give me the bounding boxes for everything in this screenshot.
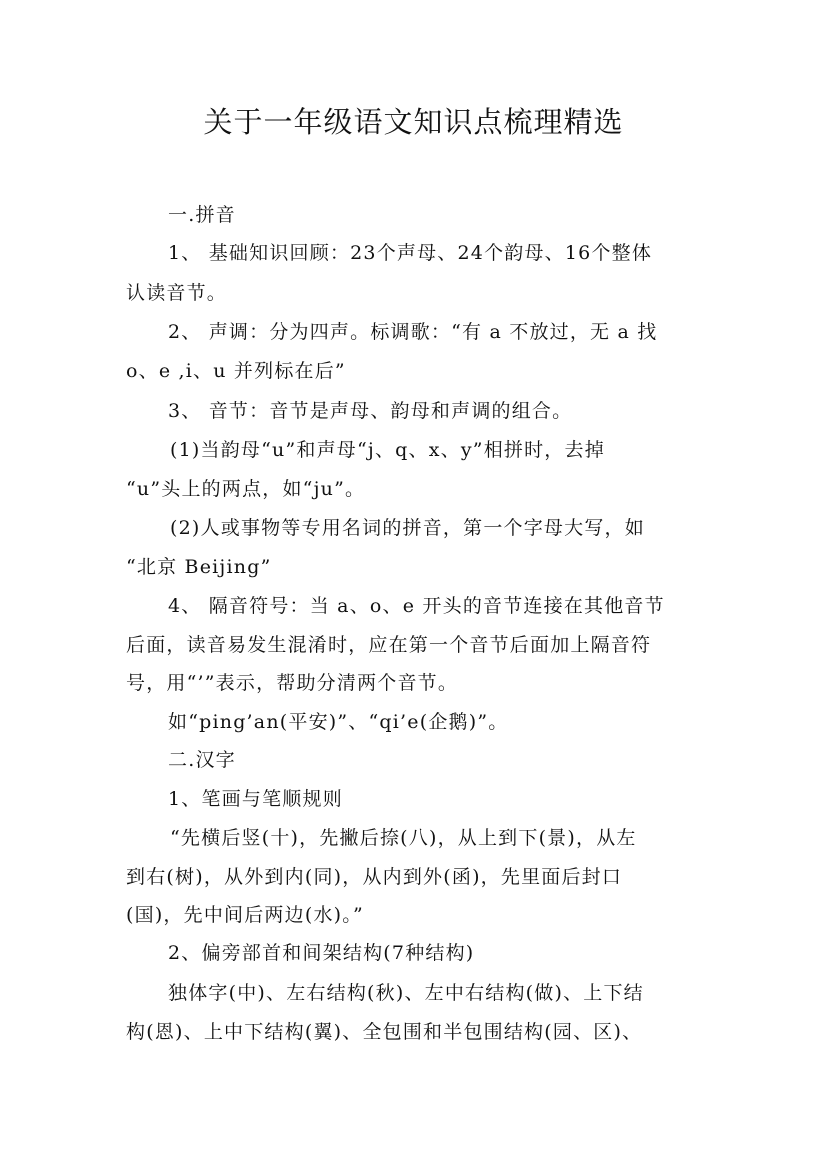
subsection-heading: 1、笔画与笔顺规则 [168, 788, 343, 810]
paragraph-line: (国)，先中间后两边(水)。” [126, 904, 364, 926]
paragraph-line: “u”头上的两点，如“ju”。 [126, 478, 366, 500]
paragraph-line: 认读音节。 [126, 282, 228, 304]
paragraph-line: 3、 音节：音节是声母、韵母和声调的组合。 [168, 400, 573, 422]
paragraph-line: (2)人或事物等专用名词的拼音，第一个字母大写，如 [170, 517, 645, 539]
paragraph-line: o、e ,i、u 并列标在后” [126, 360, 346, 382]
paragraph-line: “北京 Beijing” [126, 556, 272, 578]
paragraph-line: 号，用“’”表示，帮助分清两个音节。 [126, 672, 459, 694]
paragraph-line: (1)当韵母“u”和声母“j、q、x、y”相拼时，去掉 [170, 439, 605, 461]
paragraph-line: 2、 声调：分为四声。标调歌：“有 a 不放过，无 a 找 [168, 321, 658, 343]
paragraph-line: 独体字(中)、左右结构(秋)、左中右结构(做)、上下结 [168, 982, 644, 1004]
paragraph-line: “先横后竖(十)，先撇后捺(八)，从上到下(景)，从左 [170, 827, 637, 849]
section-heading-hanzi: 二.汉字 [168, 749, 236, 771]
paragraph-line: 如“ping’an(平安)”、“qi’e(企鹅)”。 [168, 711, 509, 733]
paragraph-line: 4、 隔音符号：当 a、o、e 开头的音节连接在其他音节 [168, 595, 665, 617]
paragraph-line: 1、 基础知识回顾：23个声母、24个韵母、16个整体 [168, 242, 653, 264]
paragraph-line: 后面，读音易发生混淆时，应在第一个音节后面加上隔音符 [126, 634, 652, 656]
paragraph-line: 到右(树)，从外到内(同)，从内到外(函)，先里面后封口 [126, 866, 623, 888]
section-heading-pinyin: 一.拼音 [168, 204, 236, 226]
document-title: 关于一年级语文知识点梳理精选 [203, 105, 624, 139]
paragraph-line: 构(恩)、上中下结构(翼)、全包围和半包围结构(园、区)、 [126, 1021, 643, 1043]
subsection-heading: 2、偏旁部首和间架结构(7种结构) [168, 942, 475, 964]
